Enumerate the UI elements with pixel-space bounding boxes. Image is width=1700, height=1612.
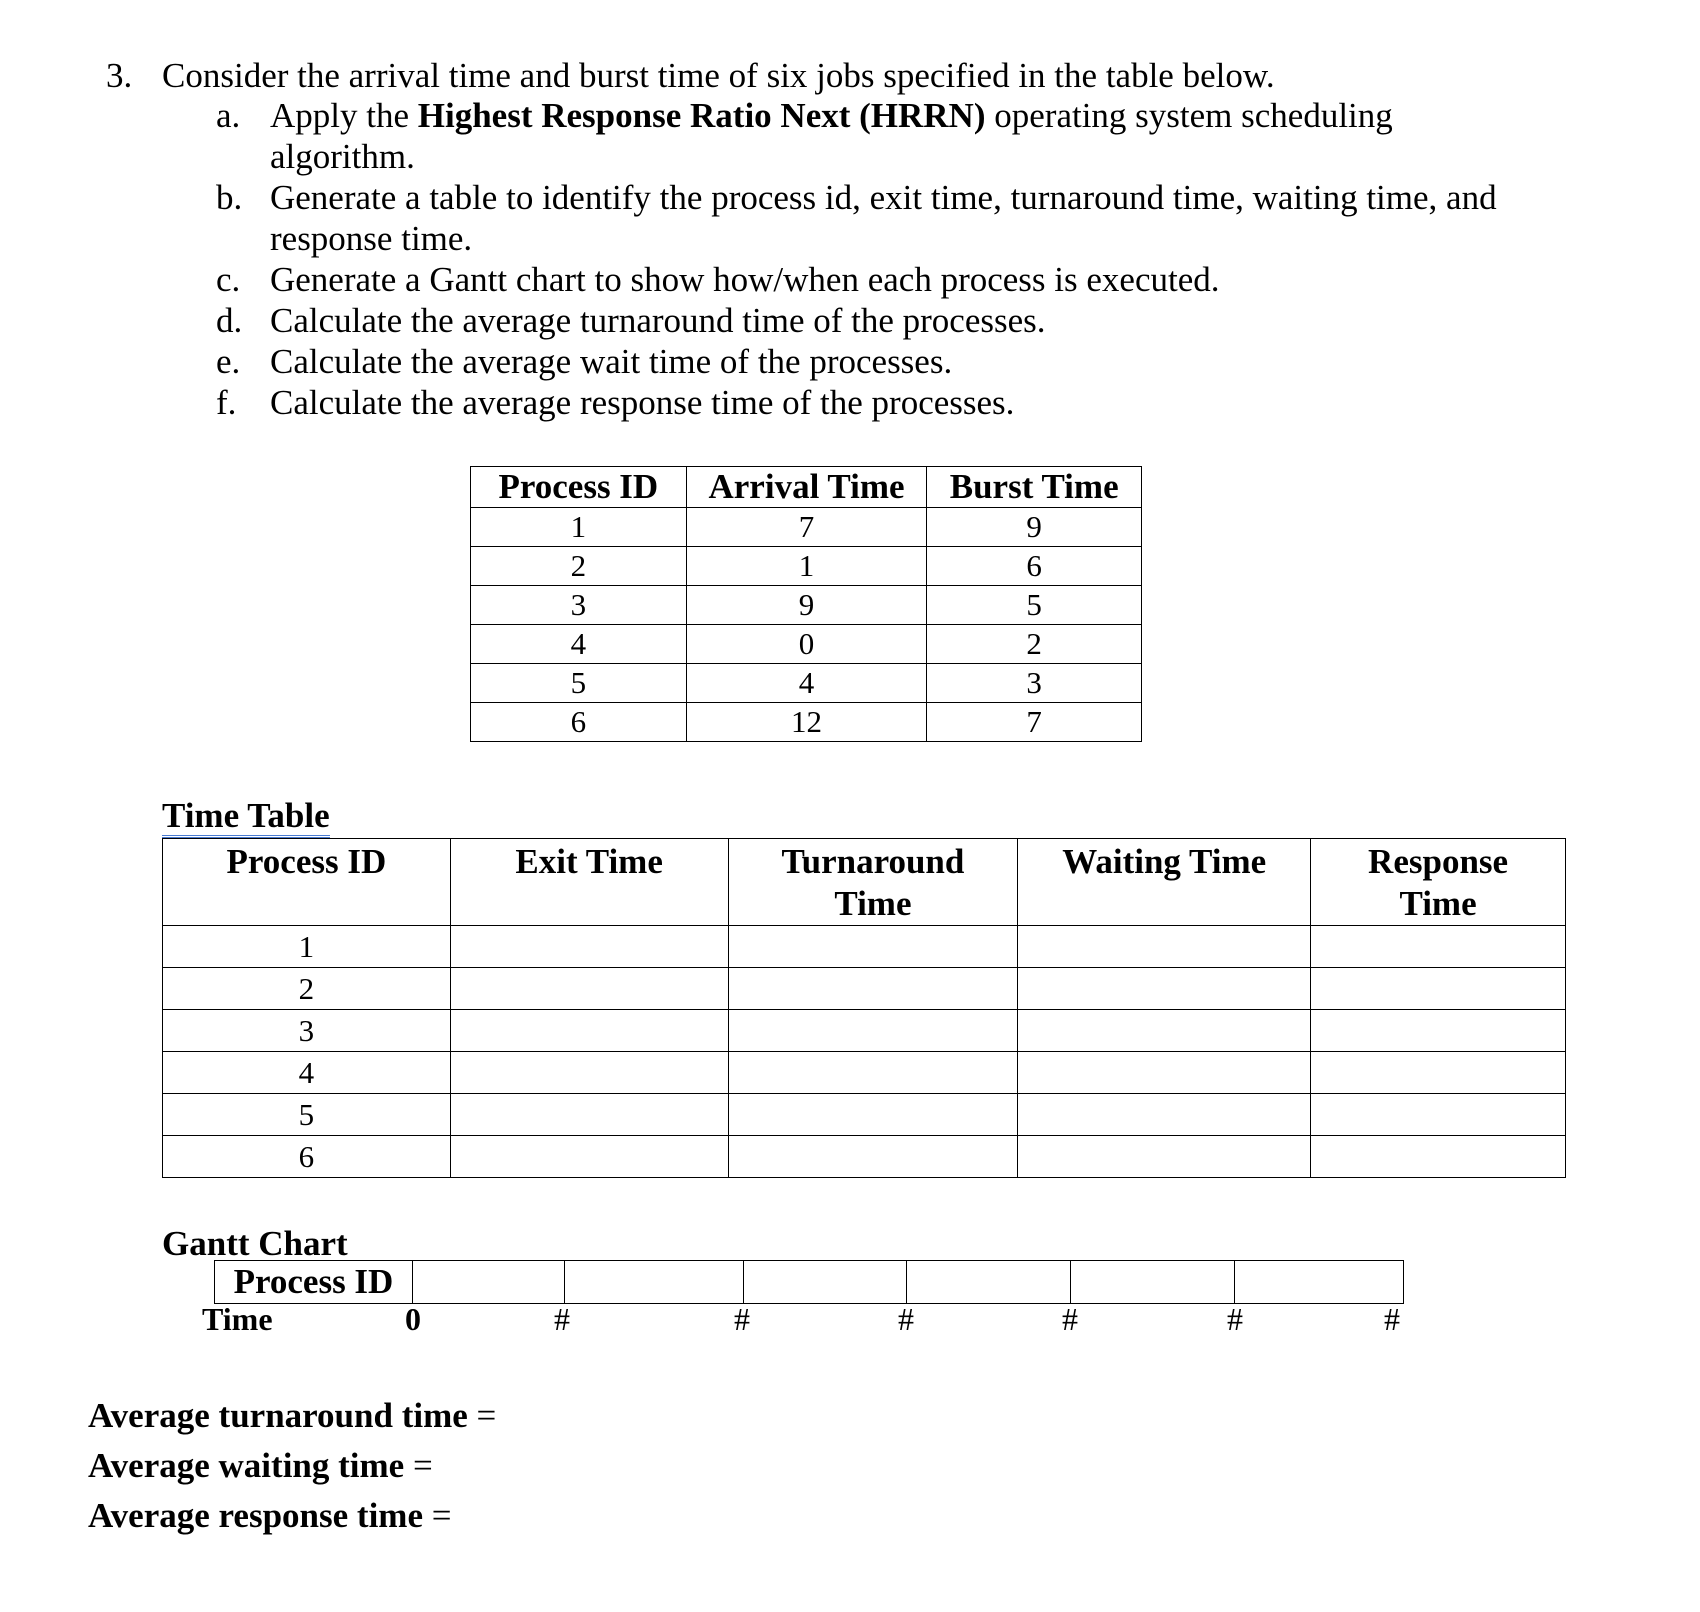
gantt-time-mark: 0 <box>405 1301 421 1337</box>
cell-waiting-time[interactable] <box>1018 1136 1311 1178</box>
header-turnaround-time: Turnaround Time <box>728 839 1018 926</box>
cell-arrival-time: 12 <box>686 703 927 742</box>
average-waiting-time: Average waiting time = <box>88 1446 433 1485</box>
gantt-time-mark: # <box>1384 1301 1400 1337</box>
cell-response-time[interactable] <box>1311 926 1566 968</box>
cell-exit-time[interactable] <box>450 968 728 1010</box>
cell-response-time[interactable] <box>1311 1136 1566 1178</box>
cell-response-time[interactable] <box>1311 968 1566 1010</box>
average-turnaround-time: Average turnaround time = <box>88 1396 497 1435</box>
item-a-text: Apply the Highest Response Ratio Next (HRRN) operating system scheduling <box>270 96 1393 135</box>
cell-response-time[interactable] <box>1311 1010 1566 1052</box>
cell-waiting-time[interactable] <box>1018 968 1311 1010</box>
cell-exit-time[interactable] <box>450 1010 728 1052</box>
header-waiting-time: Waiting Time <box>1018 839 1311 926</box>
gantt-slot[interactable] <box>564 1261 743 1304</box>
cell-turnaround-time[interactable] <box>728 1136 1018 1178</box>
item-b-marker: b. <box>216 178 243 217</box>
gantt-time-mark: # <box>554 1301 570 1337</box>
gantt-time-mark: # <box>734 1301 750 1337</box>
table-row <box>163 1094 1566 1136</box>
cell-process-id: 2 <box>471 547 687 586</box>
cell-arrival-time: 7 <box>686 508 927 547</box>
cell-burst-time: 2 <box>927 625 1142 664</box>
table-row <box>163 926 1566 968</box>
cell-process-id: 5 <box>163 1094 451 1136</box>
cell-response-time[interactable] <box>1311 1094 1566 1136</box>
table-row <box>471 508 1142 547</box>
item-d-text: Calculate the average turnaround time of the processes. <box>270 301 1046 340</box>
cell-burst-time: 5 <box>927 586 1142 625</box>
cell-turnaround-time[interactable] <box>728 1052 1018 1094</box>
gantt-slot[interactable] <box>743 1261 907 1304</box>
item-e-text: Calculate the average wait time of the processes. <box>270 342 953 381</box>
time-table-title: Time Table <box>162 796 330 836</box>
item-b-cont: response time. <box>270 219 473 258</box>
item-e-marker: e. <box>216 342 241 381</box>
cell-arrival-time: 1 <box>686 547 927 586</box>
item-f-text: Calculate the average response time of the processes. <box>270 383 1015 422</box>
header-arrival-time: Arrival Time <box>686 467 927 508</box>
table-row <box>471 586 1142 625</box>
item-c-text: Generate a Gantt chart to show how/when each process is executed. <box>270 260 1220 299</box>
cell-arrival-time: 4 <box>686 664 927 703</box>
table-row <box>163 968 1566 1010</box>
cell-burst-time: 9 <box>927 508 1142 547</box>
gantt-row <box>215 1261 1404 1304</box>
gantt-slot[interactable] <box>412 1261 564 1304</box>
cell-waiting-time[interactable] <box>1018 1052 1311 1094</box>
gantt-slot[interactable] <box>1071 1261 1235 1304</box>
cell-turnaround-time[interactable] <box>728 968 1018 1010</box>
cell-arrival-time: 9 <box>686 586 927 625</box>
question-number: 3. <box>106 56 133 95</box>
cell-waiting-time[interactable] <box>1018 1094 1311 1136</box>
table-row <box>471 625 1142 664</box>
cell-waiting-time[interactable] <box>1018 1010 1311 1052</box>
gantt-time-mark: # <box>1062 1301 1078 1337</box>
table-row <box>471 664 1142 703</box>
cell-process-id: 6 <box>163 1136 451 1178</box>
gantt-time-label: Time <box>202 1301 273 1337</box>
cell-process-id: 3 <box>163 1010 451 1052</box>
cell-exit-time[interactable] <box>450 1094 728 1136</box>
cell-turnaround-time[interactable] <box>728 1094 1018 1136</box>
item-b-text: Generate a table to identify the process id, exit time, turnaround time, waiting time, and <box>270 178 1497 217</box>
gantt-time-mark: # <box>1227 1301 1243 1337</box>
question-intro: Consider the arrival time and burst time of six jobs specified in the table below. <box>162 56 1275 95</box>
table-row <box>471 547 1142 586</box>
cell-exit-time[interactable] <box>450 926 728 968</box>
gantt-time-mark: # <box>898 1301 914 1337</box>
cell-response-time[interactable] <box>1311 1052 1566 1094</box>
gantt-slot[interactable] <box>1235 1261 1404 1304</box>
header-response-time: Response Time <box>1311 839 1566 926</box>
cell-process-id: 4 <box>471 625 687 664</box>
time-table <box>162 838 1566 1178</box>
cell-turnaround-time[interactable] <box>728 1010 1018 1052</box>
item-c-marker: c. <box>216 260 241 299</box>
cell-process-id: 4 <box>163 1052 451 1094</box>
cell-process-id: 6 <box>471 703 687 742</box>
header-process-id: Process ID <box>163 839 451 926</box>
input-table <box>470 466 1142 742</box>
table-row <box>163 1136 1566 1178</box>
item-a-marker: a. <box>216 96 241 135</box>
cell-waiting-time[interactable] <box>1018 926 1311 968</box>
header-exit-time: Exit Time <box>450 839 728 926</box>
input-table-header <box>471 467 1142 508</box>
cell-process-id: 2 <box>163 968 451 1010</box>
gantt-chart-title: Gantt Chart <box>162 1224 348 1263</box>
cell-turnaround-time[interactable] <box>728 926 1018 968</box>
cell-process-id: 3 <box>471 586 687 625</box>
cell-burst-time: 3 <box>927 664 1142 703</box>
cell-process-id: 1 <box>471 508 687 547</box>
header-process-id: Process ID <box>471 467 687 508</box>
cell-exit-time[interactable] <box>450 1136 728 1178</box>
gantt-chart <box>214 1260 1404 1304</box>
gantt-row-label: Process ID <box>215 1261 413 1304</box>
item-f-marker: f. <box>216 383 237 422</box>
cell-process-id: 5 <box>471 664 687 703</box>
table-row <box>163 1010 1566 1052</box>
cell-burst-time: 6 <box>927 547 1142 586</box>
cell-burst-time: 7 <box>927 703 1142 742</box>
time-table-header <box>163 839 1566 926</box>
gantt-slot[interactable] <box>907 1261 1071 1304</box>
item-a-cont: algorithm. <box>270 137 415 176</box>
item-d-marker: d. <box>216 301 243 340</box>
header-burst-time: Burst Time <box>927 467 1142 508</box>
average-response-time: Average response time = <box>88 1496 452 1535</box>
cell-arrival-time: 0 <box>686 625 927 664</box>
cell-exit-time[interactable] <box>450 1052 728 1094</box>
cell-process-id: 1 <box>163 926 451 968</box>
table-row <box>163 1052 1566 1094</box>
table-row <box>471 703 1142 742</box>
